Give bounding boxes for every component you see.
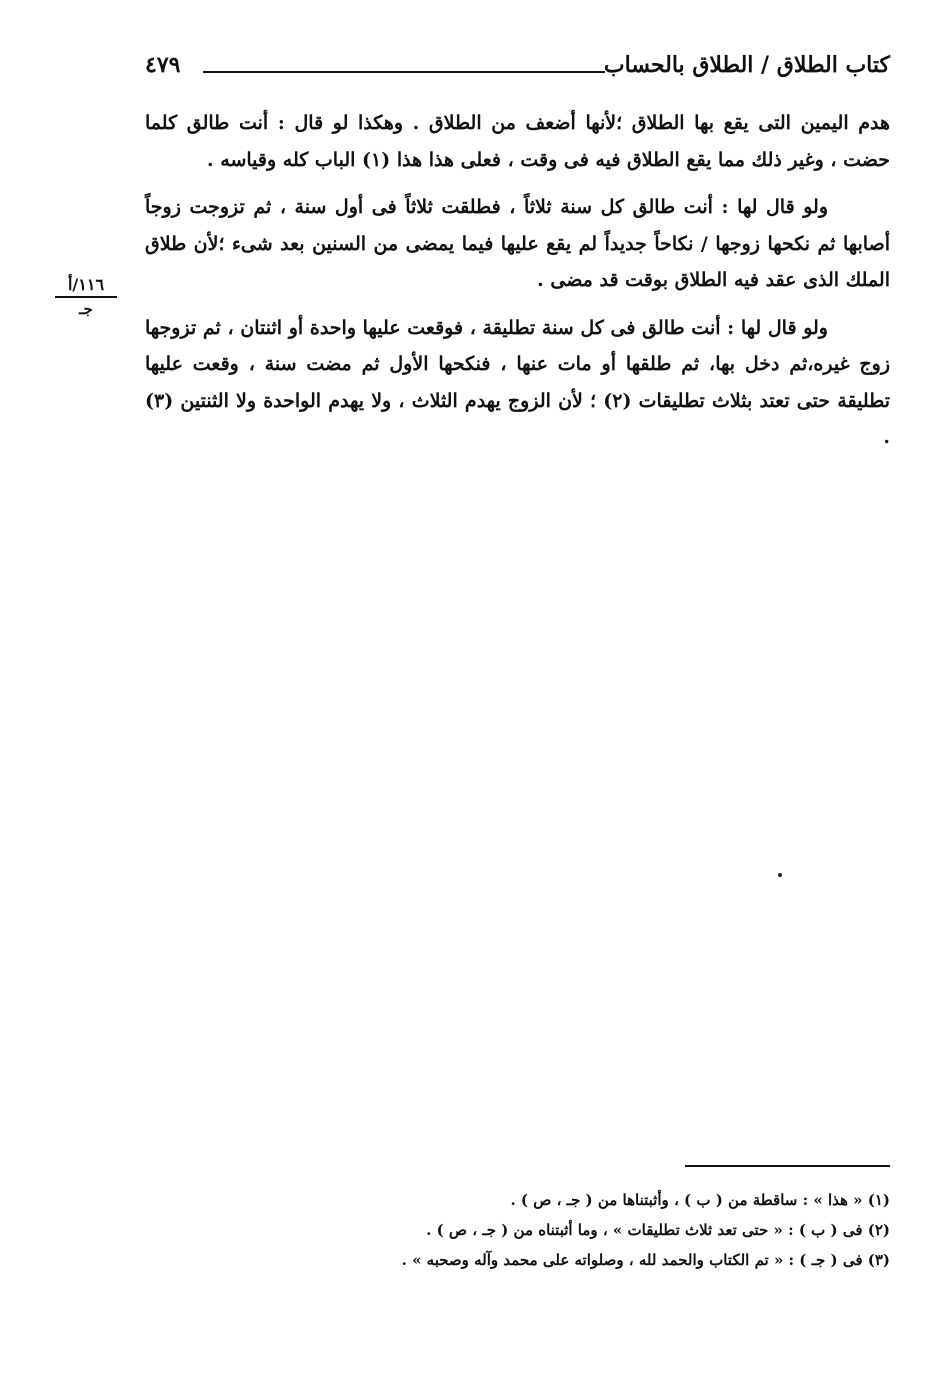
page-number: ٤٧٩ <box>145 52 181 78</box>
folio-number: ١١٦/أ <box>55 275 117 298</box>
paragraph: هدم اليمين التى يقع بها الطلاق ؛لأنها أضعف من الطلاق . وهكذا لو قال : أنت طالق كلما حضت ، وغير ذلك مما يقع الطلاق فيه فى وقت ، فعلى هذا هذا (١) الباب كله وقياسه . <box>145 112 890 171</box>
footnote: (٣) فى ( جـ ) : « تم الكتاب والحمد لله ، وصلواته على محمد وآله وصحبه » . <box>401 1251 890 1269</box>
manuscript-folio-note <box>55 275 117 318</box>
footnotes <box>145 1185 890 1275</box>
footnote-rule <box>685 1165 890 1167</box>
manuscript-siglum: جـ <box>79 300 93 318</box>
footnote: (١) « هذا » : ساقطة من ( ب ) ، وأثبتناها من ( جـ ، ص ) . <box>510 1191 890 1209</box>
page-header <box>145 52 890 92</box>
main-text <box>145 105 890 467</box>
running-title: كتاب الطلاق / الطلاق بالحساب <box>603 52 890 78</box>
paragraph: ولو قال لها : أنت طالق كل سنة ثلاثاً ، فطلقت ثلاثاً فى أول سنة ، ثم تزوجت زوجاً أصابها ثم نكحها زوجها / نكاحاً جديداً لم يقع عليها فيما يمضى من السنين بعد شىء ؛لأن طلاق الملك الذى عقد فيه الطلاق بوقت قد مضى . <box>145 196 890 291</box>
header-rule <box>203 71 605 73</box>
paragraph: ولو قال لها : أنت طالق فى كل سنة تطليقة ، فوقعت عليها واحدة أو اثنتان ، ثم تزوجها زوج غيره،ثم دخل بها، ثم طلقها أو مات عنها ، فنكحها الأول ثم مضت سنة ، وقعت عليها تطليقة حتى تعتد بثلاث تطليقات (٢) ؛ لأن الزوج يهدم الثلاث ، ولا يهدم الواحدة ولا الثنتين (٣) . <box>145 316 890 448</box>
footnote: (٢) فى ( ب ) : « حتى تعد ثلاث تطليقات » ، وما أثبتناه من ( جـ ، ص ) . <box>426 1221 890 1239</box>
print-speck <box>778 873 782 877</box>
